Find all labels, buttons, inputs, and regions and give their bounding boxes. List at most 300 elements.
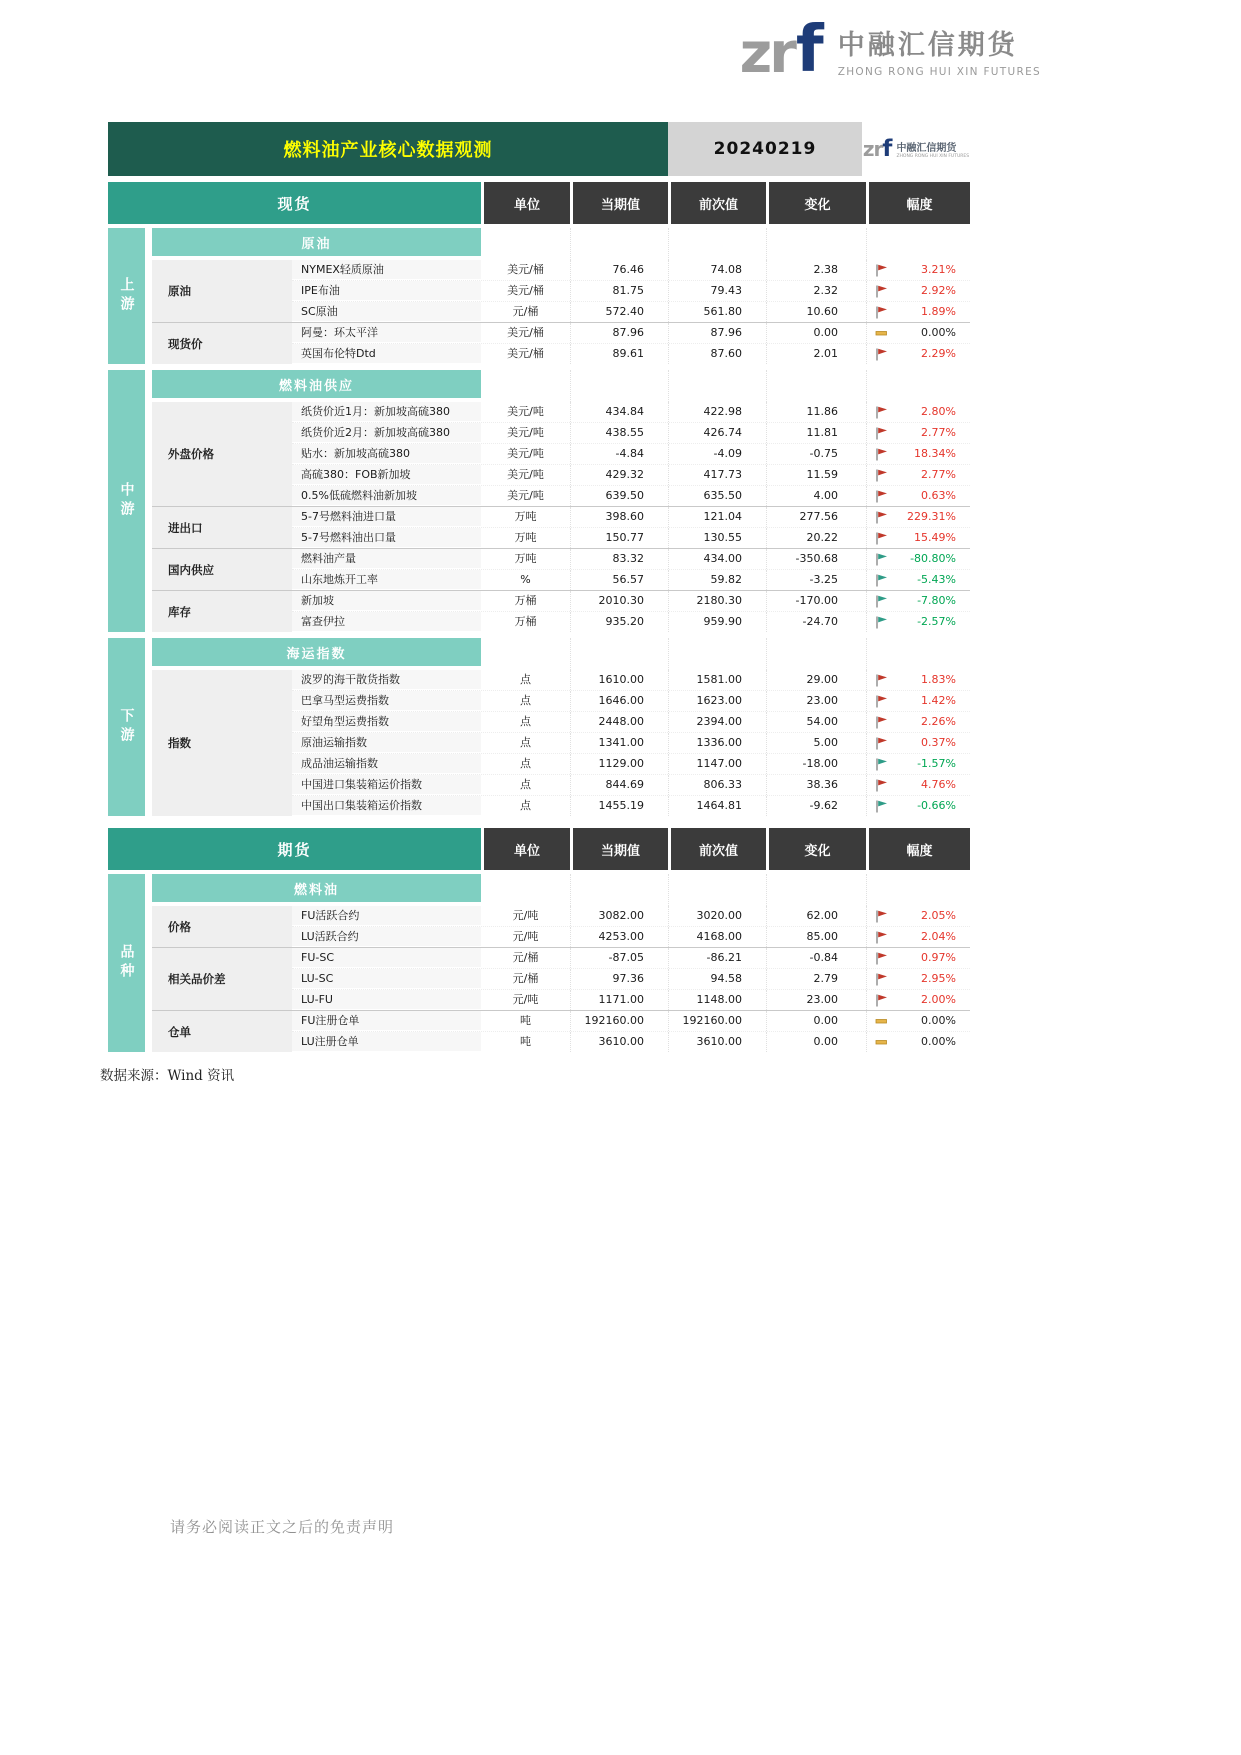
current-value-cell: 3610.00 [570, 1032, 668, 1052]
row-label: LU活跃合约 [292, 927, 481, 947]
empty-cell [481, 638, 570, 670]
unit-cell: 点 [520, 715, 531, 728]
row-label: SC原油 [292, 302, 481, 322]
previous-value-cell: 3020.00 [668, 906, 766, 926]
company-logo [739, 13, 1041, 87]
up-flag-icon [875, 695, 888, 708]
column-header-pct: 幅度 [869, 182, 970, 224]
up-flag-icon [875, 427, 888, 440]
table-row [292, 732, 970, 753]
pct-cell [866, 1032, 970, 1052]
unit-cell: 万桶 [514, 615, 537, 628]
group-block [152, 1010, 970, 1052]
pct-value: 0.00% [921, 1035, 956, 1048]
column-header-previous: 前次值 [671, 182, 766, 224]
previous-value-cell: 959.90 [668, 612, 766, 632]
group-header-row [152, 874, 970, 906]
group-block [152, 548, 970, 590]
group-label: 库存 [152, 591, 292, 632]
row-label: 燃料油产量 [292, 549, 481, 569]
column-header-current: 当期值 [573, 182, 668, 224]
pct-value: -2.57% [917, 615, 956, 628]
table-row [292, 670, 970, 690]
column-header-unit: 单位 [484, 828, 570, 870]
section-body [152, 874, 970, 1052]
previous-value-cell: 192160.00 [668, 1011, 766, 1031]
pct-value: -7.80% [917, 594, 956, 607]
group-block [152, 260, 970, 322]
change-value-cell: 23.00 [766, 990, 866, 1010]
previous-value-cell: 561.80 [668, 302, 766, 322]
pct-cell [866, 260, 970, 280]
pct-cell [866, 486, 970, 506]
group-rows [292, 260, 970, 322]
row-label: FU-SC [292, 948, 481, 968]
previous-value-cell: 94.58 [668, 969, 766, 989]
previous-value-cell: 806.33 [668, 775, 766, 795]
current-value-cell: 438.55 [570, 423, 668, 443]
mini-logo-zr-text: zr [862, 137, 883, 161]
current-value-cell: 935.20 [570, 612, 668, 632]
current-value-cell: 1341.00 [570, 733, 668, 753]
down-flag-icon [875, 553, 888, 566]
previous-value-cell: 1623.00 [668, 691, 766, 711]
row-label: 富查伊拉 [292, 612, 481, 632]
up-flag-icon [875, 306, 888, 319]
report-content [100, 122, 970, 1084]
previous-value-cell: 1464.81 [668, 796, 766, 816]
spot-header-cell: 现货 [108, 182, 481, 224]
table-row [292, 443, 970, 464]
pct-cell [866, 570, 970, 590]
pct-value: 4.76% [921, 778, 956, 791]
up-flag-icon [875, 931, 888, 944]
change-value-cell: 5.00 [766, 733, 866, 753]
empty-cell [481, 228, 570, 260]
current-value-cell: 150.77 [570, 528, 668, 548]
change-value-cell: -18.00 [766, 754, 866, 774]
row-label: 纸货价近1月：新加坡高硫380 [292, 402, 481, 422]
unit-cell: 点 [520, 736, 531, 749]
unit-cell: 美元/吨 [507, 447, 544, 460]
spot-table [108, 228, 970, 816]
group-rows [292, 591, 970, 632]
pct-cell [866, 302, 970, 322]
current-value-cell: 83.32 [570, 549, 668, 569]
row-label: 5-7号燃料油出口量 [292, 528, 481, 548]
section-body [152, 370, 970, 632]
change-value-cell: -350.68 [766, 549, 866, 569]
table-row [292, 280, 970, 301]
spot-table-header [108, 182, 970, 224]
current-value-cell: 398.60 [570, 507, 668, 527]
table-row [292, 260, 970, 280]
empty-cell [766, 228, 866, 260]
pct-value: 18.34% [914, 447, 956, 460]
column-header-unit: 单位 [484, 182, 570, 224]
row-label: LU-FU [292, 990, 481, 1010]
pct-cell [866, 423, 970, 443]
row-label: 贴水：新加坡高硫380 [292, 444, 481, 464]
group-label: 国内供应 [152, 549, 292, 590]
pct-value: -5.43% [917, 573, 956, 586]
pct-value: 1.89% [921, 305, 956, 318]
table-row [292, 926, 970, 947]
report-date: 20240219 [668, 122, 862, 176]
up-flag-icon [875, 490, 888, 503]
pct-cell [866, 796, 970, 816]
mini-logo-name-en: ZHONG RONG HUI XIN FUTURES [896, 154, 970, 159]
unit-cell: 美元/桶 [507, 263, 544, 276]
group-subheader: 海运指数 [152, 638, 481, 666]
table-row [292, 774, 970, 795]
section-label: 中游 [108, 370, 145, 632]
group-label: 原油 [152, 260, 292, 322]
title-bar [108, 122, 970, 176]
pct-cell [866, 323, 970, 343]
pct-cell [866, 465, 970, 485]
change-value-cell: 2.01 [766, 344, 866, 364]
pct-cell [866, 1011, 970, 1031]
unit-cell: 美元/吨 [507, 426, 544, 439]
current-value-cell: 56.57 [570, 570, 668, 590]
unit-cell: 吨 [520, 1014, 531, 1027]
row-label: 波罗的海干散货指数 [292, 670, 481, 690]
current-value-cell: 89.61 [570, 344, 668, 364]
unit-cell: 点 [520, 799, 531, 812]
current-value-cell: 192160.00 [570, 1011, 668, 1031]
group-label: 外盘价格 [152, 402, 292, 506]
report-title: 燃料油产业核心数据观测 [108, 122, 668, 176]
group-block [152, 670, 970, 816]
mini-logo-names [896, 139, 969, 159]
down-flag-icon [875, 595, 888, 608]
disclaimer: 请务必阅读正文之后的免责声明 [170, 1518, 395, 1536]
unit-cell: 万桶 [514, 594, 537, 607]
no-change-bar-icon [875, 1015, 888, 1027]
previous-value-cell: 79.43 [668, 281, 766, 301]
pct-value: 1.83% [921, 673, 956, 686]
unit-cell: 吨 [520, 1035, 531, 1048]
row-label: 成品油运输指数 [292, 754, 481, 774]
pct-cell [866, 344, 970, 364]
row-label: 山东地炼开工率 [292, 570, 481, 590]
section-body [152, 638, 970, 816]
change-value-cell: 20.22 [766, 528, 866, 548]
up-flag-icon [875, 469, 888, 482]
row-label: LU-SC [292, 969, 481, 989]
company-name-cn: 中融汇信期货 [837, 30, 1018, 62]
table-row [292, 323, 970, 343]
row-label: 好望角型运费指数 [292, 712, 481, 732]
unit-cell: 万吨 [514, 552, 537, 565]
previous-value-cell: 1336.00 [668, 733, 766, 753]
empty-cell [766, 874, 866, 906]
unit-cell: 美元/桶 [507, 326, 544, 339]
table-row [292, 485, 970, 506]
current-value-cell: 1455.19 [570, 796, 668, 816]
table-row [292, 1011, 970, 1031]
current-value-cell: 1610.00 [570, 670, 668, 690]
up-flag-icon [875, 737, 888, 750]
previous-value-cell: 4168.00 [668, 927, 766, 947]
change-value-cell: 2.79 [766, 969, 866, 989]
empty-cell [668, 370, 766, 402]
current-value-cell: 81.75 [570, 281, 668, 301]
group-subheader: 燃料油供应 [152, 370, 481, 398]
pct-cell [866, 507, 970, 527]
previous-value-cell: -4.09 [668, 444, 766, 464]
previous-value-cell: -86.21 [668, 948, 766, 968]
row-label: 5-7号燃料油进口量 [292, 507, 481, 527]
pct-value: -80.80% [910, 552, 956, 565]
empty-cell [766, 370, 866, 402]
group-block [152, 322, 970, 364]
pct-cell [866, 691, 970, 711]
pct-cell [866, 549, 970, 569]
empty-cell [866, 638, 970, 670]
column-header-change: 变化 [769, 182, 866, 224]
table-row [292, 591, 970, 611]
unit-cell: 元/桶 [512, 972, 539, 985]
unit-cell: 点 [520, 673, 531, 686]
row-label: NYMEX轻质原油 [292, 260, 481, 280]
pct-cell [866, 969, 970, 989]
pct-cell [866, 402, 970, 422]
current-value-cell: 76.46 [570, 260, 668, 280]
row-label: 纸货价近2月：新加坡高硫380 [292, 423, 481, 443]
change-value-cell: -3.25 [766, 570, 866, 590]
group-label: 相关品价差 [152, 948, 292, 1010]
previous-value-cell: 426.74 [668, 423, 766, 443]
current-value-cell: 434.84 [570, 402, 668, 422]
change-value-cell: 54.00 [766, 712, 866, 732]
down-flag-icon [875, 758, 888, 771]
change-value-cell: 85.00 [766, 927, 866, 947]
current-value-cell: -87.05 [570, 948, 668, 968]
column-header-change: 变化 [769, 828, 866, 870]
up-flag-icon [875, 716, 888, 729]
empty-cell [866, 228, 970, 260]
previous-value-cell: 422.98 [668, 402, 766, 422]
up-flag-icon [875, 910, 888, 923]
previous-value-cell: 3610.00 [668, 1032, 766, 1052]
column-header-current: 当期值 [573, 828, 668, 870]
unit-cell: 点 [520, 778, 531, 791]
pct-cell [866, 591, 970, 611]
down-flag-icon [875, 574, 888, 587]
current-value-cell: 2448.00 [570, 712, 668, 732]
previous-value-cell: 434.00 [668, 549, 766, 569]
table-row [292, 711, 970, 732]
row-label: LU注册仓单 [292, 1032, 481, 1052]
unit-cell: 美元/吨 [507, 468, 544, 481]
current-value-cell: 97.36 [570, 969, 668, 989]
previous-value-cell: 87.60 [668, 344, 766, 364]
group-block [152, 947, 970, 1010]
pct-cell [866, 528, 970, 548]
unit-cell: 元/吨 [512, 930, 539, 943]
previous-value-cell: 2394.00 [668, 712, 766, 732]
row-label: 原油运输指数 [292, 733, 481, 753]
section-label: 上游 [108, 228, 145, 364]
pct-value: 2.05% [921, 909, 956, 922]
table-section [108, 874, 970, 1052]
group-block [152, 590, 970, 632]
row-label: 中国进口集装箱运价指数 [292, 775, 481, 795]
logo-f-text: f [795, 13, 824, 87]
table-section [108, 638, 970, 816]
pct-value: 0.00% [921, 1014, 956, 1027]
group-label: 价格 [152, 906, 292, 947]
group-rows [292, 948, 970, 1010]
group-label: 指数 [152, 670, 292, 816]
group-rows [292, 549, 970, 590]
table-section [108, 228, 970, 364]
pct-value: 0.63% [921, 489, 956, 502]
pct-cell [866, 444, 970, 464]
pct-value: 0.97% [921, 951, 956, 964]
pct-value: 2.77% [921, 468, 956, 481]
up-flag-icon [875, 973, 888, 986]
unit-cell: 元/吨 [512, 993, 539, 1006]
row-label: FU活跃合约 [292, 906, 481, 926]
change-value-cell: 11.59 [766, 465, 866, 485]
up-flag-icon [875, 674, 888, 687]
previous-value-cell: 130.55 [668, 528, 766, 548]
group-rows [292, 507, 970, 548]
up-flag-icon [875, 406, 888, 419]
section-body [152, 228, 970, 364]
current-value-cell: -4.84 [570, 444, 668, 464]
logo-zr-text: zr [739, 21, 794, 87]
current-value-cell: 429.32 [570, 465, 668, 485]
table-row [292, 507, 970, 527]
change-value-cell: 0.00 [766, 1032, 866, 1052]
futures-header-cell: 期货 [108, 828, 481, 870]
up-flag-icon [875, 264, 888, 277]
pct-cell [866, 733, 970, 753]
section-label: 下游 [108, 638, 145, 816]
column-header-previous: 前次值 [671, 828, 766, 870]
pct-cell [866, 906, 970, 926]
unit-cell: 美元/吨 [507, 489, 544, 502]
pct-value: 229.31% [907, 510, 956, 523]
mini-logo-f-text: f [882, 136, 893, 162]
change-value-cell: -0.84 [766, 948, 866, 968]
row-label: IPE布油 [292, 281, 481, 301]
change-value-cell: 11.86 [766, 402, 866, 422]
previous-value-cell: 74.08 [668, 260, 766, 280]
up-flag-icon [875, 448, 888, 461]
group-header-row [152, 370, 970, 402]
unit-cell: 万吨 [514, 510, 537, 523]
unit-cell: 美元/桶 [507, 284, 544, 297]
unit-cell: % [520, 573, 531, 586]
zrf-logo-mark-icon [739, 13, 824, 87]
pct-cell [866, 281, 970, 301]
futures-table-header [108, 828, 970, 870]
group-rows [292, 1011, 970, 1052]
row-label: FU注册仓单 [292, 1011, 481, 1031]
empty-cell [570, 638, 668, 670]
empty-cell [668, 228, 766, 260]
table-row [292, 690, 970, 711]
pct-cell [866, 670, 970, 690]
empty-cell [766, 638, 866, 670]
group-subheader: 原油 [152, 228, 481, 256]
no-change-bar-icon [875, 1036, 888, 1048]
pct-value: 2.92% [921, 284, 956, 297]
group-label: 进出口 [152, 507, 292, 548]
table-row [292, 611, 970, 632]
pct-value: -0.66% [917, 799, 956, 812]
table-row [292, 422, 970, 443]
up-flag-icon [875, 511, 888, 524]
table-row [292, 569, 970, 590]
table-row [292, 301, 970, 322]
change-value-cell: -170.00 [766, 591, 866, 611]
data-source: 数据来源：Wind 资讯 [100, 1068, 235, 1084]
pct-value: 2.00% [921, 993, 956, 1006]
empty-cell [481, 370, 570, 402]
pct-value: -1.57% [917, 757, 956, 770]
change-value-cell: 38.36 [766, 775, 866, 795]
group-label: 仓单 [152, 1011, 292, 1052]
previous-value-cell: 635.50 [668, 486, 766, 506]
group-rows [292, 670, 970, 816]
change-value-cell: 2.32 [766, 281, 866, 301]
current-value-cell: 87.96 [570, 323, 668, 343]
row-label: 0.5%低硫燃料油新加坡 [292, 486, 481, 506]
empty-cell [866, 874, 970, 906]
unit-cell: 美元/桶 [507, 347, 544, 360]
group-rows [292, 323, 970, 364]
down-flag-icon [875, 616, 888, 629]
pct-value: 2.77% [921, 426, 956, 439]
previous-value-cell: 2180.30 [668, 591, 766, 611]
down-flag-icon [875, 800, 888, 813]
unit-cell: 元/桶 [512, 305, 539, 318]
pct-value: 2.80% [921, 405, 956, 418]
previous-value-cell: 1147.00 [668, 754, 766, 774]
current-value-cell: 572.40 [570, 302, 668, 322]
current-value-cell: 2010.30 [570, 591, 668, 611]
unit-cell: 美元/吨 [507, 405, 544, 418]
group-rows [292, 906, 970, 947]
empty-cell [668, 874, 766, 906]
change-value-cell: 10.60 [766, 302, 866, 322]
change-value-cell: -0.75 [766, 444, 866, 464]
empty-cell [668, 638, 766, 670]
table-row [292, 989, 970, 1010]
table-row [292, 402, 970, 422]
change-value-cell: 0.00 [766, 1011, 866, 1031]
up-flag-icon [875, 532, 888, 545]
empty-cell [570, 370, 668, 402]
current-value-cell: 1171.00 [570, 990, 668, 1010]
table-row [292, 464, 970, 485]
unit-cell: 元/吨 [512, 909, 539, 922]
change-value-cell: -24.70 [766, 612, 866, 632]
change-value-cell: 0.00 [766, 323, 866, 343]
up-flag-icon [875, 285, 888, 298]
section-label: 品种 [108, 874, 145, 1052]
pct-value: 2.29% [921, 347, 956, 360]
previous-value-cell: 1581.00 [668, 670, 766, 690]
row-label: 英国布伦特Dtd [292, 344, 481, 364]
previous-value-cell: 59.82 [668, 570, 766, 590]
